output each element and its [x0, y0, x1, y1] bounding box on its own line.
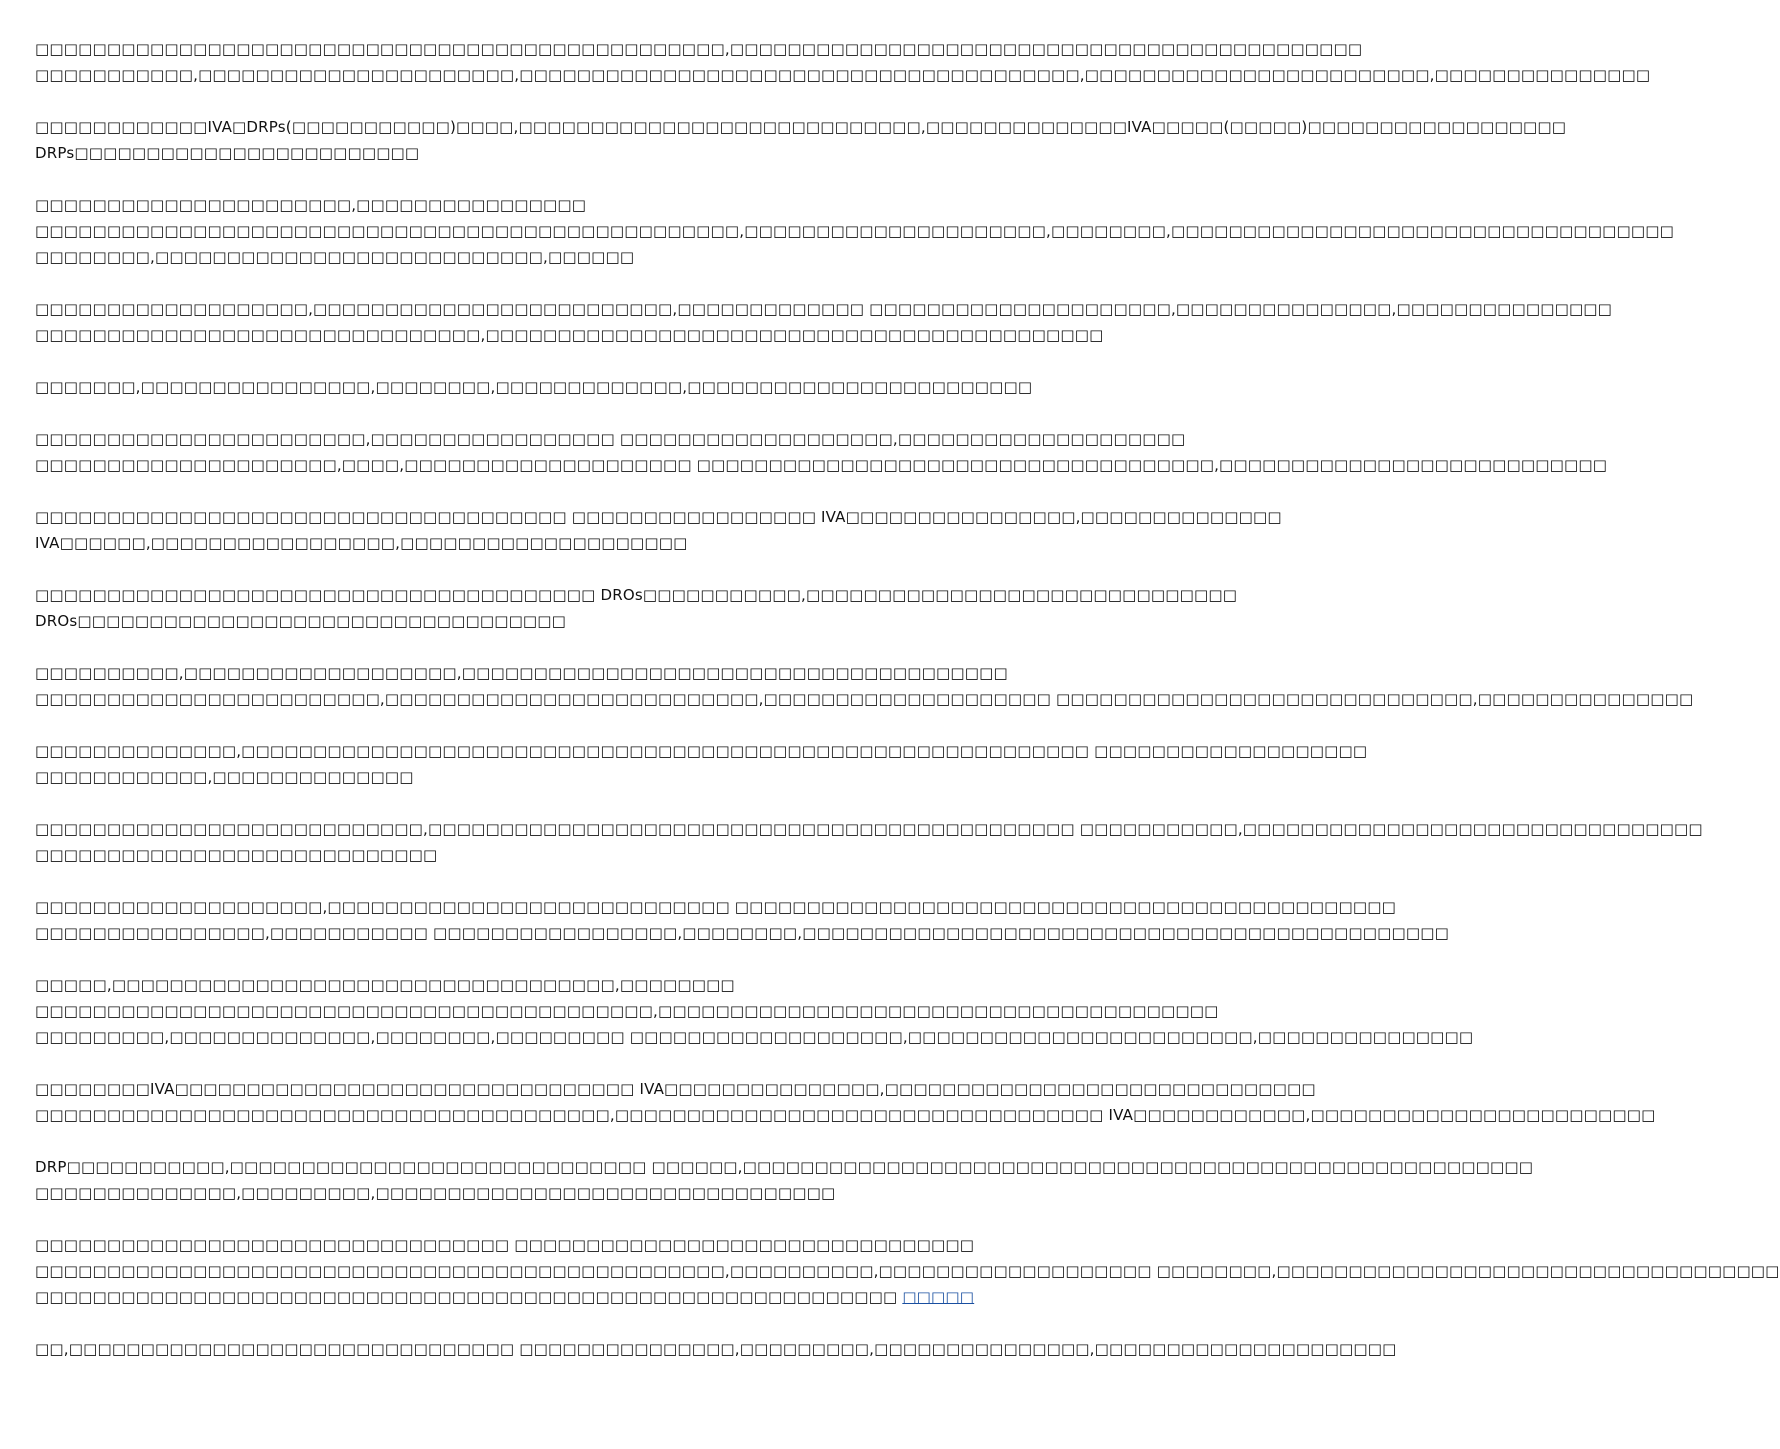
- paragraph: [35, 894, 1449, 946]
- text-line: □□□□□□□□□□□□□□□□□□□□□□□□□□□□□□□□□□□□□□□□,□□□□□□□□□□□□□□□□□□□□□□□□□□□□□□□□□□ IVA□□□□□□□□□□□□,□□□□□□□□□□□□□□□□□□□□□□□□: [35, 1106, 1656, 1124]
- paragraph: [35, 1076, 1656, 1128]
- text-line: □□□□□□□□□□□□IVA□DRPs(□□□□□□□□□□□)□□□□,□□□□□□□□□□□□□□□□□□□□□□□□□□□□,□□□□□□□□□□□□□□IVA□□□□□(□□□□□)□□□□□□□□□□□□□□□□□□: [35, 118, 1567, 136]
- text-line: DROs□□□□□□□□□□□□□□□□□□□□□□□□□□□□□□□□□□: [35, 612, 567, 630]
- text-line: □□□□□□□□□□□□□□□□□□□□□□,□□□□□□□□□□□□□□□□: [35, 196, 587, 214]
- text-line: □□□□□□□□□□□□□□□□□□□□□□□□□□□□□□□□□□□□□□□□□□□□□□□□□,□□□□□□□□□□□□□□□□□□□□□,□□□□□□□□,□□□□□□□□□□□□□□□□□□□□□□□□□□□□□□□□□□□: [35, 222, 1674, 240]
- text-line: □□□□□□□□□□□□□□□□□□□□□□□□□□□□□□□□□□□□□□□ DROs□□□□□□□□□□□,□□□□□□□□□□□□□□□□□□□□□□□□□□□□□□: [35, 586, 1238, 604]
- text-line: □□□□□□□□□□□□□□□□□□□□□□□□□□□□□□□□□□□□□□□□□□□□□□□□,□□□□□□□□□□□□□□□□□□□□□□□□□□□□□□□□□□□□□□□□□□□□: [35, 40, 1363, 58]
- text-line: □□□□□□□□IVA□□□□□□□□□□□□□□□□□□□□□□□□□□□□□□□□ IVA□□□□□□□□□□□□□□□,□□□□□□□□□□□□□□□□□□□□□□□□□□□□□□: [35, 1080, 1316, 1098]
- text-line: □□□□□□□□□□□□□□□□□□□□□□□□□□□□□□□,□□□□□□□□□□□□□□□□□□□□□□□□□□□□□□□□□□□□□□□□□□□: [35, 326, 1104, 344]
- text-line: □□□□□□□□□□□□□□□□□□□□□□□□□□□□□□□□□□□□□□□□□□□□□□□□,□□□□□□□□□□,□□□□□□□□□□□□□□□□□□□ □□□□□□□□,□□□□□□□□□□□□□□□□□□□□□□□□□□□□□□□□□□□: [35, 1262, 1780, 1280]
- paragraph: [35, 816, 1703, 868]
- text-line: IVA□□□□□□,□□□□□□□□□□□□□□□□□,□□□□□□□□□□□□□□□□□□□□: [35, 534, 688, 552]
- paragraph: [35, 192, 1674, 270]
- paragraph: [35, 374, 1033, 400]
- text-line: □□□□□□□□□□□□,□□□□□□□□□□□□□□: [35, 768, 414, 786]
- text-line-with-link: [35, 1284, 990, 1310]
- text-line: □□□□□□□□□□□□□□,□□□□□□□□□,□□□□□□□□□□□□□□□□□□□□□□□□□□□□□□□□: [35, 1184, 836, 1202]
- paragraph: [35, 504, 1282, 556]
- text-line: □□□□□□□□□□□□□□□□□□□□□□□,□□□□□□□□□□□□□□□□□ □□□□□□□□□□□□□□□□□□□,□□□□□□□□□□□□□□□□□□□□: [35, 430, 1186, 448]
- text-line: DRPs□□□□□□□□□□□□□□□□□□□□□□□□: [35, 144, 420, 162]
- text-segment: □□□□□□□□□□□□□□□□□□□□□□□□□□□□□□□□□□□□□□□□□□□□□□□□□□□□□□□□□□□□: [35, 1288, 898, 1306]
- text-line: □□□□□□□□□□□□□□□□□□□□,□□□□□□□□□□□□□□□□□□□□□□□□□□□□ □□□□□□□□□□□□□□□□□□□□□□□□□□□□□□□□□□□□□□□□□□□□□□: [35, 898, 1396, 916]
- paragraph: [35, 1154, 1534, 1206]
- paragraph: [35, 426, 1608, 478]
- text-line: □□□□□□□□□□□□□□□□□□□□□□□□,□□□□□□□□□□□□□□□□□□□□□□□□□□,□□□□□□□□□□□□□□□□□□□□ □□□□□□□□□□□□□□□□□□□□□□□□□□□□□,□□□□□□□□□□□□□□□: [35, 690, 1694, 708]
- text-line: □□,□□□□□□□□□□□□□□□□□□□□□□□□□□□□□□□ □□□□□□□□□□□□□□□,□□□□□□□□□,□□□□□□□□□□□□□□□,□□□□□□□□□□□□□□□□□□□□□: [35, 1340, 1397, 1358]
- paragraph: [35, 1232, 1780, 1310]
- inline-link[interactable]: □□□□□: [902, 1288, 975, 1306]
- paragraph: [35, 296, 1613, 348]
- text-line: □□□□□□□□□□,□□□□□□□□□□□□□□□□□□□,□□□□□□□□□□□□□□□□□□□□□□□□□□□□□□□□□□□□□□: [35, 664, 1008, 682]
- text-line: □□□□□□□□□□□□□□□□□□□□□□□□□□□□: [35, 846, 438, 864]
- text-line: □□□□□□□□□□□□□□□□□□□□□□□□□□□□□□□□□□□□□ □□□□□□□□□□□□□□□□□ IVA□□□□□□□□□□□□□□□□,□□□□□□□□□□□□□□: [35, 508, 1282, 526]
- paragraph: [35, 36, 1651, 88]
- paragraph: [35, 738, 1368, 790]
- text-line: □□□□□□□□□□□□□□,□□□□□□□□□□□□□□□□□□□□□□□□□□□□□□□□□□□□□□□□□□□□□□□□□□□□□□□□□□□ □□□□□□□□□□□□□□□□□□□: [35, 742, 1368, 760]
- text-line: □□□□□□□□□□□□□□□□□□□,□□□□□□□□□□□□□□□□□□□□□□□□□,□□□□□□□□□□□□□ □□□□□□□□□□□□□□□□□□□□□,□□□□□□□□□□□□□□□,□□□□□□□□□□□□□□□: [35, 300, 1613, 318]
- text-line: □□□□□□□□□□□□□□□□,□□□□□□□□□□□ □□□□□□□□□□□□□□□□□,□□□□□□□□,□□□□□□□□□□□□□□□□□□□□□□□□□□□□□□□□□□□□□□□□□□□□□: [35, 924, 1449, 942]
- paragraph: [35, 1336, 1397, 1362]
- document-page: [35, 36, 1780, 1388]
- text-line: □□□□□□□□□□□□□□□□□□□□□□□□□□□□□□□□□ □□□□□□□□□□□□□□□□□□□□□□□□□□□□□□□□: [35, 1236, 975, 1254]
- paragraph: [35, 114, 1567, 166]
- text-line: □□□□□□□□□□□□□□□□□□□□□□□□□□□,□□□□□□□□□□□□□□□□□□□□□□□□□□□□□□□□□□□□□□□□□□□□□ □□□□□□□□□□□,□□□□□□□□□□□□□□□□□□□□□□□□□□□□□□□□: [35, 820, 1703, 838]
- paragraph: [35, 660, 1694, 712]
- text-line: □□□□□□□,□□□□□□□□□□□□□□□□,□□□□□□□□,□□□□□□□□□□□□□,□□□□□□□□□□□□□□□□□□□□□□□□: [35, 378, 1033, 396]
- text-line: □□□□□□□□□□□□□□□□□□□□□,□□□□,□□□□□□□□□□□□□□□□□□□□ □□□□□□□□□□□□□□□□□□□□□□□□□□□□□□□□□□□□,□□□□□□□□□□□□□□□□□□□□□□□□□□□: [35, 456, 1608, 474]
- text-line: □□□□□□□□,□□□□□□□□□□□□□□□□□□□□□□□□□□□,□□□□□□: [35, 248, 635, 266]
- text-line: DRP□□□□□□□□□□□,□□□□□□□□□□□□□□□□□□□□□□□□□□□□□ □□□□□□,□□□□□□□□□□□□□□□□□□□□□□□□□□□□□□□□□□□□□□□□□□□□□□□□□□□□□□□: [35, 1158, 1534, 1176]
- text-line: □□□□□,□□□□□□□□□□□□□□□□□□□□□□□□□□□□□□□□□□□,□□□□□□□□: [35, 976, 735, 994]
- text-line: □□□□□□□□□□□□□□□□□□□□□□□□□□□□□□□□□□□□□□□□□□□,□□□□□□□□□□□□□□□□□□□□□□□□□□□□□□□□□□□□□□□: [35, 1002, 1219, 1020]
- text-line: □□□□□□□□□,□□□□□□□□□□□□□□,□□□□□□□□,□□□□□□□□□ □□□□□□□□□□□□□□□□□□□,□□□□□□□□□□□□□□□□□□□□□□□□,□□□□□□□□□□□□□□□: [35, 1028, 1474, 1046]
- paragraph: [35, 972, 1474, 1050]
- paragraph: [35, 582, 1238, 634]
- text-line: □□□□□□□□□□□,□□□□□□□□□□□□□□□□□□□□□□,□□□□□□□□□□□□□□□□□□□□□□□□□□□□□□□□□□□□□□□,□□□□□□□□□□□□□□□□□□□□□□□□,□□□□□□□□□□□□□□□: [35, 66, 1651, 84]
